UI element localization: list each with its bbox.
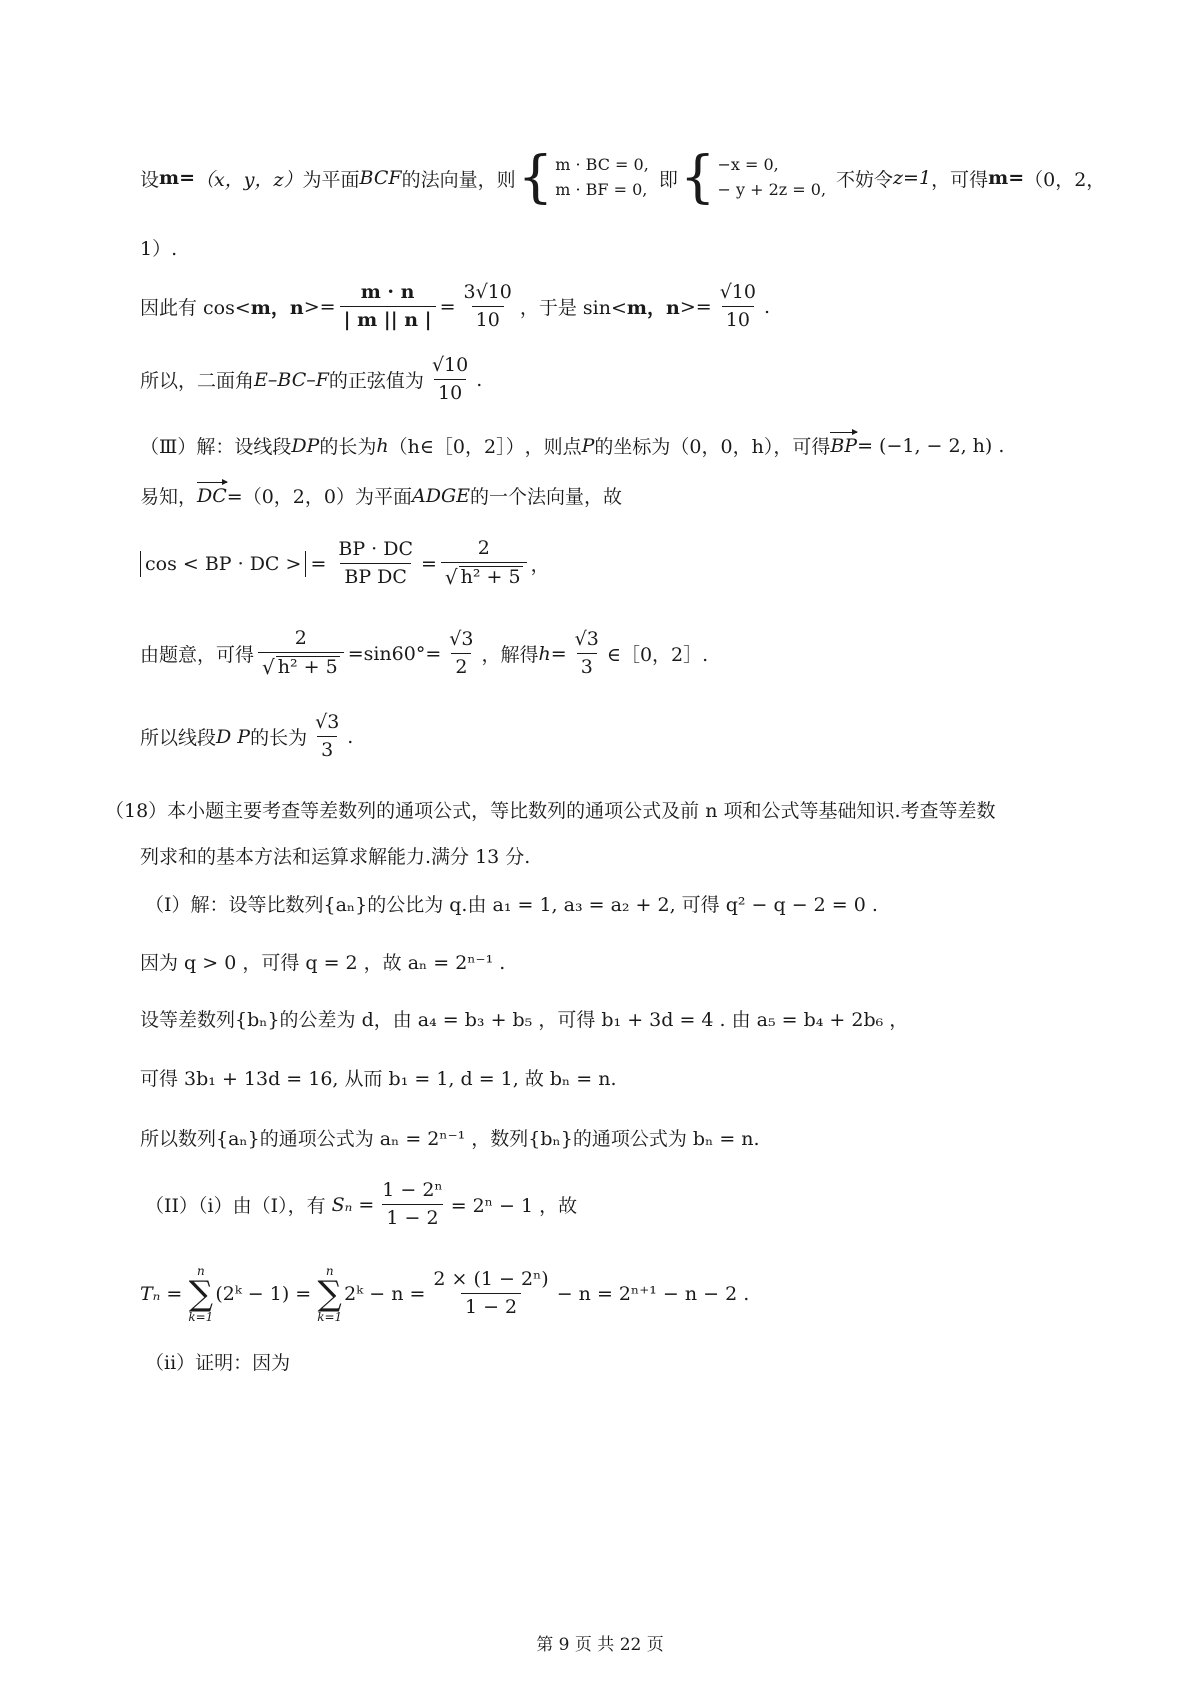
radicand: h² + 5 xyxy=(277,655,338,678)
math-value: = (−1, − 2, h) . xyxy=(857,434,1005,457)
math-plane: ADGE xyxy=(411,484,470,507)
radical-icon: √ xyxy=(262,654,275,679)
fraction xyxy=(428,355,472,405)
text: ，解得 xyxy=(481,644,539,667)
math-value: （0，2， xyxy=(1024,168,1106,191)
equation-line: m · BC = 0, xyxy=(555,155,649,175)
denominator: 1 − 2 xyxy=(461,1293,521,1319)
text: = 2ⁿ − 1 ，故 xyxy=(450,1195,578,1218)
denominator: 10 xyxy=(434,379,466,405)
q18-intro-line2 xyxy=(140,842,530,869)
fraction xyxy=(441,538,527,590)
numerator: m · n xyxy=(360,281,415,303)
numerator: √3 xyxy=(574,628,599,650)
numerator: √10 xyxy=(719,281,756,303)
sigma-icon: ∑ xyxy=(188,1274,213,1314)
fraction xyxy=(340,282,436,332)
text: 即 xyxy=(658,168,678,191)
numerator: √10 xyxy=(431,354,469,376)
math-angle: E–BC–F xyxy=(254,368,329,391)
text: 所以数列{aₙ}的通项公式为 aₙ = 2ⁿ⁻¹ ，数列{bₙ}的通项公式为 bₙ = n. xyxy=(140,1128,760,1150)
sigma-icon: ∑ xyxy=(317,1274,342,1314)
text: 设 xyxy=(140,168,160,191)
text: ， xyxy=(530,554,550,577)
text: =sin60°= xyxy=(347,642,442,665)
text: 的正弦值为 xyxy=(328,370,424,393)
text: ∈［0，2］. xyxy=(606,644,709,667)
numerator: 1 − 2ⁿ xyxy=(382,1179,443,1201)
text: （Ⅲ）解：设线段 xyxy=(140,436,292,458)
text: 由题意，可得 xyxy=(140,644,255,667)
math-sn: Sₙ = xyxy=(331,1193,375,1216)
text: 的长为 xyxy=(250,727,308,750)
equation-line: −x = 0, xyxy=(717,155,779,175)
para-normal-adge xyxy=(140,482,622,509)
para-cos-mn xyxy=(140,282,770,332)
text: （h∈［0，2］） xyxy=(388,436,525,458)
numerator: 3√10 xyxy=(463,281,512,303)
text: 列求和的基本方法和运算求解能力.满分 13 分. xyxy=(140,846,531,868)
para-part3-setup xyxy=(140,432,1004,459)
numerator: √3 xyxy=(449,628,474,650)
equation-line: m · BF = 0, xyxy=(555,180,648,199)
fraction xyxy=(311,712,343,762)
text: >= xyxy=(679,295,712,318)
math-m: m= xyxy=(988,167,1025,189)
text: 的一个法向量，故 xyxy=(470,486,623,508)
math-term: (2ᵏ − 1) = xyxy=(215,1283,312,1305)
para-m-value-cont xyxy=(140,234,177,261)
radicand: h² + 5 xyxy=(460,565,521,588)
math-h: h xyxy=(376,434,389,457)
denominator: 2 xyxy=(451,653,471,679)
text: （ii）证明：因为 xyxy=(145,1352,291,1374)
math-term: 2ᵏ − n = xyxy=(344,1283,426,1305)
para-cos-bp-dc: cos < BP · DC > = $\frac{BP \cdot DC}{\text{BP DC}}$ = 2 √ h² + 5 ， xyxy=(140,538,550,590)
text: 不妨令 xyxy=(836,168,894,191)
sqrt xyxy=(262,656,340,679)
q18-part1-line2 xyxy=(140,948,505,975)
q18-part2-sn xyxy=(145,1180,577,1230)
text: （II）（i）由（I），有 xyxy=(145,1195,326,1218)
denominator: 3 xyxy=(577,653,597,679)
text: 可得 3b₁ + 13d = 16, 从而 b₁ = 1, d = 1, 故 bₙ = n. xyxy=(140,1068,617,1090)
text: . xyxy=(476,368,483,391)
left-brace-icon: { xyxy=(517,145,554,210)
text: >= xyxy=(303,295,336,318)
denominator xyxy=(258,652,344,680)
denominator: | m || n | xyxy=(340,306,436,332)
math-h: h= xyxy=(538,642,567,665)
summation xyxy=(188,1265,213,1323)
text: 所以线段 xyxy=(140,727,217,750)
lower-limit: k=1 xyxy=(317,1310,343,1324)
text: 的法向量，则 xyxy=(401,168,516,191)
vector-bp: BP xyxy=(830,434,858,457)
fraction xyxy=(258,628,344,680)
denominator: 10 xyxy=(472,306,504,332)
upper-limit: n xyxy=(196,1264,205,1278)
numerator: 2 × (1 − 2ⁿ) xyxy=(433,1268,549,1291)
math-term: − n = 2ⁿ⁺¹ − n − 2 . xyxy=(556,1283,750,1305)
q18-intro-line1 xyxy=(105,796,996,823)
numerator: √3 xyxy=(315,711,340,733)
sqrt xyxy=(445,566,523,589)
para-dihedral-sine xyxy=(140,355,482,405)
text: （18）本小题主要考查等差数列的通项公式，等比数列的通项公式及前 n 项和公式等基础知识.考查等差数 xyxy=(105,800,996,822)
numerator: 2 xyxy=(294,627,307,649)
text: 的坐标为（0，0，h），可得 xyxy=(594,436,831,458)
left-brace-icon: { xyxy=(679,145,716,210)
text: . xyxy=(347,725,354,748)
math-z: z=1 xyxy=(893,167,932,189)
page-footer: 第 9 页 共 22 页 xyxy=(536,1635,664,1655)
text: . xyxy=(763,295,771,318)
q18-part1-line1 xyxy=(145,890,878,917)
math-mn: m，n xyxy=(250,297,304,320)
q18-part1-line3 xyxy=(140,1005,908,1032)
fraction xyxy=(334,539,417,589)
text: =（0，2，0）为平面 xyxy=(226,486,412,508)
math-m: m= xyxy=(159,167,196,189)
math-abs-cos: cos < BP · DC > xyxy=(140,551,306,577)
math-dp: DP xyxy=(291,434,320,457)
radical-icon: √ xyxy=(444,564,458,589)
text: 设等差数列{bₙ}的公差为 d，由 a₄ = b₃ + b₅ ，可得 b₁ + 3d = 4 . 由 a₅ = b₄ + 2b₆ ， xyxy=(140,1009,909,1031)
fraction xyxy=(445,629,477,679)
math-dp: D P xyxy=(216,725,251,748)
text: 易知， xyxy=(140,486,198,508)
lower-limit: k=1 xyxy=(188,1310,214,1324)
math-tn: Tₙ = xyxy=(140,1283,183,1305)
denominator: 10 xyxy=(722,306,754,332)
denominator: BP DC xyxy=(340,563,411,589)
equation-system-1 xyxy=(555,153,649,203)
text: ，可得 xyxy=(931,168,989,191)
math-mn: m，n xyxy=(626,297,680,320)
text: ，则点 xyxy=(524,436,582,458)
equation-line: − y + 2z = 0, xyxy=(717,180,827,199)
numerator: BP · DC xyxy=(338,538,413,560)
math-plane: BCF xyxy=(359,167,402,189)
para-dp-length xyxy=(140,712,353,762)
denominator: 1 − 2 xyxy=(382,1204,442,1230)
math-tuple: （x，y，z） xyxy=(195,168,303,191)
text: 因为 q > 0 ，可得 q = 2 ，故 aₙ = 2ⁿ⁻¹ . xyxy=(140,952,506,974)
fraction xyxy=(571,629,603,679)
text: = xyxy=(439,295,456,318)
text: 的长为 xyxy=(319,436,377,458)
numerator: 2 xyxy=(477,537,490,559)
fraction xyxy=(716,282,760,332)
upper-limit: n xyxy=(325,1264,334,1278)
fraction xyxy=(378,1180,446,1230)
text: 所以，二面角 xyxy=(140,370,255,393)
q18-part2-proof xyxy=(145,1348,290,1375)
text: （I）解：设等比数列{aₙ}的公比为 q.由 a₁ = 1, a₃ = a₂ + 2, 可得 q² − q − 2 = 0 . xyxy=(145,894,878,916)
para-normal-vector-bcf xyxy=(140,145,1106,210)
equation-system-2 xyxy=(717,153,826,203)
fraction xyxy=(460,282,516,332)
summation xyxy=(317,1265,342,1323)
q18-part2-tn xyxy=(140,1265,749,1323)
text: ，于是 sin< xyxy=(519,297,627,320)
math-p: P xyxy=(581,434,595,457)
vector-dc: DC xyxy=(197,484,227,507)
denominator xyxy=(441,562,527,590)
q18-part1-line4 xyxy=(140,1064,617,1091)
fraction xyxy=(429,1269,552,1319)
text: 为平面 xyxy=(302,168,360,191)
denominator: 3 xyxy=(317,736,337,762)
para-solve-h xyxy=(140,628,708,680)
text: 因此有 cos< xyxy=(140,297,251,320)
math-value: 1）. xyxy=(140,238,178,260)
q18-part1-line5 xyxy=(140,1124,760,1151)
